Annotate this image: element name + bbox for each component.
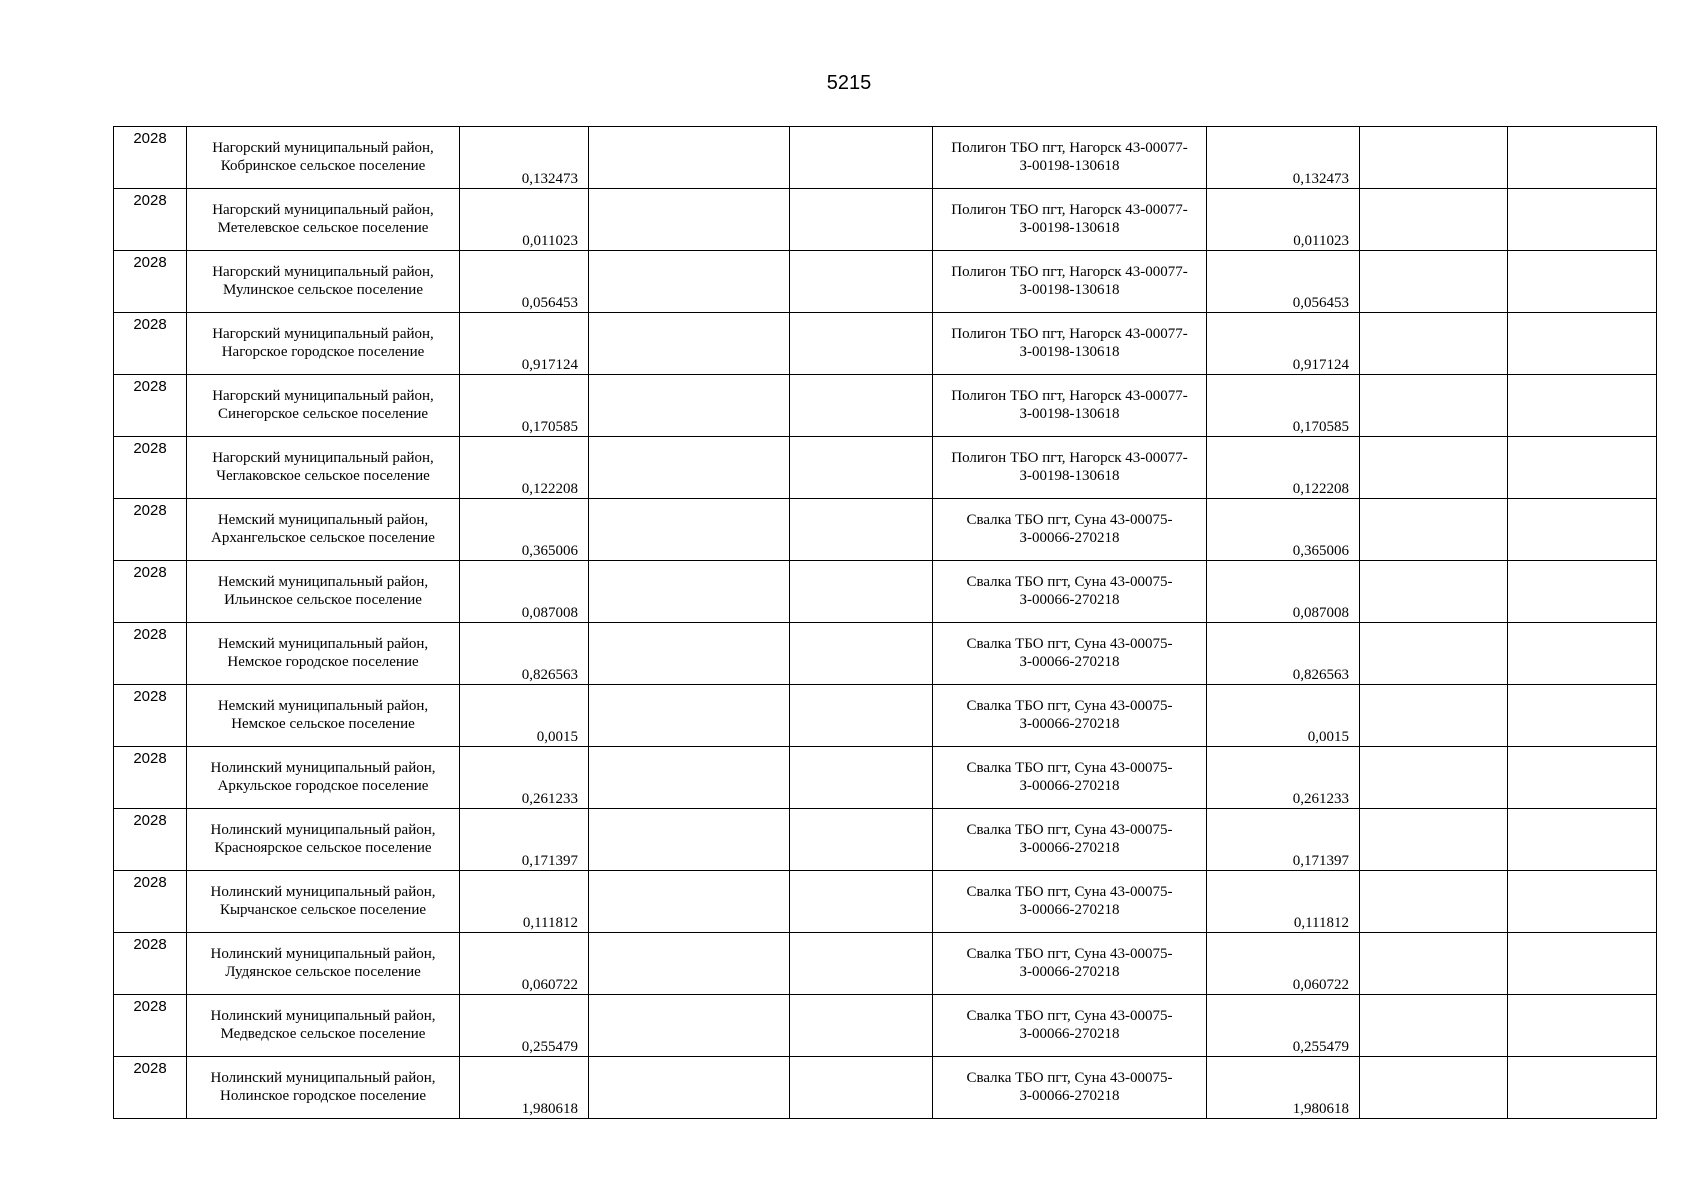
empty-cell	[1508, 809, 1657, 871]
facility-text: Свалка ТБО пгт, Суна 43-00075-З-00066-270218	[966, 760, 1173, 794]
mass-cell	[460, 809, 589, 871]
empty-cell	[589, 809, 790, 871]
empty-cell	[790, 375, 933, 437]
facility-mass-text: 0,171397	[1292, 853, 1349, 869]
district-cell	[187, 251, 460, 313]
mass-cell	[460, 127, 589, 189]
facility-text: Полигон ТБО пгт, Нагорск 43-00077-З-00198-130618	[951, 264, 1188, 298]
year-cell	[114, 375, 187, 437]
facility-cell	[933, 623, 1207, 685]
district-cell	[187, 871, 460, 933]
facility-mass-cell	[1207, 871, 1360, 933]
facility-mass-text: 0,917124	[1292, 357, 1349, 373]
facility-mass-cell	[1207, 313, 1360, 375]
facility-mass-cell	[1207, 127, 1360, 189]
facility-text: Полигон ТБО пгт, Нагорск 43-00077-З-00198-130618	[951, 388, 1188, 422]
year-cell	[114, 747, 187, 809]
empty-cell	[1360, 561, 1508, 623]
empty-cell	[790, 871, 933, 933]
empty-cell	[790, 623, 933, 685]
year-cell	[114, 499, 187, 561]
year-cell	[114, 1057, 187, 1119]
facility-mass-cell	[1207, 995, 1360, 1057]
mass-text: 0,365006	[521, 543, 578, 559]
facility-cell	[933, 561, 1207, 623]
facility-cell	[933, 313, 1207, 375]
facility-mass-cell	[1207, 189, 1360, 251]
empty-cell	[589, 499, 790, 561]
page-number: 5215	[826, 72, 872, 94]
mass-cell	[460, 685, 589, 747]
table-row	[114, 809, 1657, 871]
empty-cell	[1360, 251, 1508, 313]
mass-text: 0,255479	[521, 1039, 578, 1055]
district-text: Нагорский муниципальный район, Кобринское сельское поселение	[212, 140, 434, 174]
table-row	[114, 747, 1657, 809]
mass-text: 1,980618	[521, 1101, 578, 1117]
district-text: Нолинский муниципальный район, Аркульское городское поселение	[210, 760, 436, 794]
table-row	[114, 561, 1657, 623]
mass-text: 0,261233	[521, 791, 578, 807]
facility-mass-cell	[1207, 809, 1360, 871]
empty-cell	[1360, 747, 1508, 809]
district-cell	[187, 127, 460, 189]
mass-cell	[460, 1057, 589, 1119]
district-cell	[187, 561, 460, 623]
table-row	[114, 685, 1657, 747]
district-text: Немский муниципальный район, Немское городское поселение	[217, 636, 429, 670]
year-text: 2028	[133, 440, 167, 457]
district-text: Нагорский муниципальный район, Мулинское сельское поселение	[212, 264, 434, 298]
empty-cell	[1360, 809, 1508, 871]
facility-mass-text: 0,0015	[1307, 729, 1349, 745]
empty-cell	[589, 933, 790, 995]
district-text: Немский муниципальный район, Немское сельское поселение	[217, 698, 429, 732]
mass-text: 0,171397	[521, 853, 578, 869]
table-row	[114, 127, 1657, 189]
table-row	[114, 251, 1657, 313]
table-row	[114, 437, 1657, 499]
empty-cell	[790, 561, 933, 623]
facility-text: Свалка ТБО пгт, Суна 43-00075-З-00066-270218	[966, 1070, 1173, 1104]
district-cell	[187, 809, 460, 871]
district-text: Нагорский муниципальный район, Синегорское сельское поселение	[212, 388, 434, 422]
empty-cell	[1508, 623, 1657, 685]
year-text: 2028	[133, 874, 167, 891]
district-cell	[187, 1057, 460, 1119]
district-cell	[187, 313, 460, 375]
year-text: 2028	[133, 688, 167, 705]
table-row	[114, 995, 1657, 1057]
facility-text: Свалка ТБО пгт, Суна 43-00075-З-00066-270218	[966, 822, 1173, 856]
facility-cell	[933, 375, 1207, 437]
table-row	[114, 375, 1657, 437]
empty-cell	[1360, 685, 1508, 747]
empty-cell	[1360, 313, 1508, 375]
district-cell	[187, 189, 460, 251]
mass-text: 0,170585	[521, 419, 578, 435]
mass-cell	[460, 251, 589, 313]
empty-cell	[1508, 499, 1657, 561]
empty-cell	[589, 685, 790, 747]
empty-cell	[589, 127, 790, 189]
facility-mass-text: 0,170585	[1292, 419, 1349, 435]
empty-cell	[790, 685, 933, 747]
mass-cell	[460, 437, 589, 499]
mass-text: 0,011023	[522, 233, 578, 249]
empty-cell	[589, 189, 790, 251]
district-cell	[187, 747, 460, 809]
empty-cell	[1360, 871, 1508, 933]
district-text: Нолинский муниципальный район, Медведское сельское поселение	[210, 1008, 436, 1042]
district-text: Нагорский муниципальный район, Нагорское городское поселение	[212, 326, 434, 360]
facility-mass-text: 0,060722	[1292, 977, 1349, 993]
year-cell	[114, 437, 187, 499]
facility-mass-cell	[1207, 499, 1360, 561]
year-text: 2028	[133, 564, 167, 581]
facility-mass-cell	[1207, 251, 1360, 313]
district-cell	[187, 375, 460, 437]
mass-cell	[460, 499, 589, 561]
year-text: 2028	[133, 1060, 167, 1077]
mass-cell	[460, 313, 589, 375]
year-text: 2028	[133, 936, 167, 953]
empty-cell	[589, 1057, 790, 1119]
year-text: 2028	[133, 502, 167, 519]
facility-cell	[933, 437, 1207, 499]
year-text: 2028	[133, 192, 167, 209]
year-cell	[114, 623, 187, 685]
mass-text: 0,060722	[521, 977, 578, 993]
facility-text: Свалка ТБО пгт, Суна 43-00075-З-00066-270218	[966, 946, 1173, 980]
district-text: Немский муниципальный район, Архангельское сельское поселение	[211, 512, 435, 546]
year-cell	[114, 871, 187, 933]
facility-cell	[933, 871, 1207, 933]
facility-mass-text: 0,056453	[1292, 295, 1349, 311]
mass-cell	[460, 623, 589, 685]
facility-mass-text: 0,826563	[1292, 667, 1349, 683]
facility-mass-text: 1,980618	[1292, 1101, 1349, 1117]
year-text: 2028	[133, 812, 167, 829]
facility-text: Свалка ТБО пгт, Суна 43-00075-З-00066-270218	[966, 636, 1173, 670]
empty-cell	[1508, 933, 1657, 995]
mass-cell	[460, 995, 589, 1057]
facility-text: Полигон ТБО пгт, Нагорск 43-00077-З-00198-130618	[951, 202, 1188, 236]
table-row	[114, 313, 1657, 375]
facility-cell	[933, 747, 1207, 809]
empty-cell	[1508, 189, 1657, 251]
empty-cell	[589, 747, 790, 809]
facility-mass-cell	[1207, 561, 1360, 623]
empty-cell	[1508, 747, 1657, 809]
table-row	[114, 1057, 1657, 1119]
mass-text: 0,087008	[521, 605, 578, 621]
year-cell	[114, 809, 187, 871]
empty-cell	[1360, 499, 1508, 561]
table-row	[114, 189, 1657, 251]
empty-cell	[1508, 251, 1657, 313]
year-text: 2028	[133, 130, 167, 147]
empty-cell	[589, 995, 790, 1057]
empty-cell	[1508, 995, 1657, 1057]
facility-cell	[933, 685, 1207, 747]
empty-cell	[1360, 1057, 1508, 1119]
mass-cell	[460, 871, 589, 933]
table-body	[114, 127, 1657, 1119]
district-cell	[187, 499, 460, 561]
facility-text: Свалка ТБО пгт, Суна 43-00075-З-00066-270218	[966, 1008, 1173, 1042]
mass-text: 0,0015	[536, 729, 578, 745]
facility-mass-text: 0,087008	[1292, 605, 1349, 621]
district-text: Нагорский муниципальный район, Чеглаковское сельское поселение	[212, 450, 434, 484]
year-cell	[114, 561, 187, 623]
empty-cell	[589, 313, 790, 375]
empty-cell	[1360, 189, 1508, 251]
district-text: Немский муниципальный район, Ильинское сельское поселение	[217, 574, 429, 608]
empty-cell	[1508, 375, 1657, 437]
mass-text: 0,826563	[521, 667, 578, 683]
facility-mass-cell	[1207, 375, 1360, 437]
empty-cell	[1508, 313, 1657, 375]
mass-cell	[460, 375, 589, 437]
facility-mass-text: 0,011023	[1293, 233, 1349, 249]
empty-cell	[790, 809, 933, 871]
mass-cell	[460, 189, 589, 251]
mass-text: 0,132473	[521, 171, 578, 187]
mass-text: 0,111812	[522, 915, 578, 931]
facility-mass-text: 0,111812	[1293, 915, 1349, 931]
year-text: 2028	[133, 378, 167, 395]
empty-cell	[1360, 437, 1508, 499]
facility-cell	[933, 127, 1207, 189]
district-cell	[187, 437, 460, 499]
empty-cell	[790, 251, 933, 313]
facility-text: Свалка ТБО пгт, Суна 43-00075-З-00066-270218	[966, 512, 1173, 546]
year-text: 2028	[133, 998, 167, 1015]
district-cell	[187, 995, 460, 1057]
empty-cell	[1360, 933, 1508, 995]
facility-mass-cell	[1207, 1057, 1360, 1119]
facility-mass-text: 0,261233	[1292, 791, 1349, 807]
facility-mass-cell	[1207, 685, 1360, 747]
year-cell	[114, 251, 187, 313]
district-cell	[187, 623, 460, 685]
facility-cell	[933, 995, 1207, 1057]
mass-text: 0,917124	[521, 357, 578, 373]
empty-cell	[790, 127, 933, 189]
empty-cell	[790, 499, 933, 561]
facility-text: Полигон ТБО пгт, Нагорск 43-00077-З-00198-130618	[951, 326, 1188, 360]
facility-text: Свалка ТБО пгт, Суна 43-00075-З-00066-270218	[966, 698, 1173, 732]
facility-text: Свалка ТБО пгт, Суна 43-00075-З-00066-270218	[966, 574, 1173, 608]
district-cell	[187, 933, 460, 995]
mass-cell	[460, 561, 589, 623]
year-text: 2028	[133, 316, 167, 333]
facility-cell	[933, 1057, 1207, 1119]
table-row	[114, 499, 1657, 561]
empty-cell	[589, 437, 790, 499]
facility-cell	[933, 251, 1207, 313]
facility-cell	[933, 189, 1207, 251]
mass-text: 0,056453	[521, 295, 578, 311]
facility-mass-text: 0,365006	[1292, 543, 1349, 559]
facility-cell	[933, 809, 1207, 871]
empty-cell	[1508, 561, 1657, 623]
year-cell	[114, 127, 187, 189]
facility-mass-cell	[1207, 437, 1360, 499]
year-cell	[114, 995, 187, 1057]
facility-mass-cell	[1207, 747, 1360, 809]
year-cell	[114, 685, 187, 747]
year-cell	[114, 933, 187, 995]
empty-cell	[1508, 685, 1657, 747]
empty-cell	[589, 561, 790, 623]
facility-text: Полигон ТБО пгт, Нагорск 43-00077-З-00198-130618	[951, 140, 1188, 174]
empty-cell	[589, 375, 790, 437]
empty-cell	[589, 251, 790, 313]
district-text: Нолинский муниципальный район, Кырчанское сельское поселение	[210, 884, 436, 918]
mass-cell	[460, 933, 589, 995]
table-row	[114, 933, 1657, 995]
empty-cell	[1508, 127, 1657, 189]
empty-cell	[790, 933, 933, 995]
year-text: 2028	[133, 254, 167, 271]
year-cell	[114, 313, 187, 375]
facility-mass-cell	[1207, 933, 1360, 995]
empty-cell	[1508, 437, 1657, 499]
facility-text: Свалка ТБО пгт, Суна 43-00075-З-00066-270218	[966, 884, 1173, 918]
empty-cell	[790, 995, 933, 1057]
empty-cell	[790, 189, 933, 251]
district-text: Нолинский муниципальный район, Красноярское сельское поселение	[210, 822, 436, 856]
empty-cell	[589, 871, 790, 933]
table-row	[114, 623, 1657, 685]
district-text: Нолинский муниципальный район, Лудянское сельское поселение	[210, 946, 436, 980]
facility-mass-text: 0,132473	[1292, 171, 1349, 187]
facility-cell	[933, 499, 1207, 561]
empty-cell	[790, 1057, 933, 1119]
empty-cell	[790, 313, 933, 375]
year-text: 2028	[133, 626, 167, 643]
district-text: Нагорский муниципальный район, Метелевское сельское поселение	[212, 202, 434, 236]
mass-text: 0,122208	[521, 481, 578, 497]
empty-cell	[790, 747, 933, 809]
district-cell	[187, 685, 460, 747]
facility-mass-text: 0,122208	[1292, 481, 1349, 497]
empty-cell	[790, 437, 933, 499]
facility-cell	[933, 933, 1207, 995]
empty-cell	[1508, 871, 1657, 933]
district-text: Нолинский муниципальный район, Нолинское городское поселение	[210, 1070, 436, 1104]
facility-mass-cell	[1207, 623, 1360, 685]
mass-cell	[460, 747, 589, 809]
year-cell	[114, 189, 187, 251]
facility-mass-text: 0,255479	[1292, 1039, 1349, 1055]
empty-cell	[1360, 995, 1508, 1057]
empty-cell	[1360, 623, 1508, 685]
empty-cell	[1508, 1057, 1657, 1119]
empty-cell	[589, 623, 790, 685]
waste-flow-table	[113, 126, 1657, 1119]
empty-cell	[1360, 375, 1508, 437]
year-text: 2028	[133, 750, 167, 767]
facility-text: Полигон ТБО пгт, Нагорск 43-00077-З-00198-130618	[951, 450, 1188, 484]
table-row	[114, 871, 1657, 933]
empty-cell	[1360, 127, 1508, 189]
